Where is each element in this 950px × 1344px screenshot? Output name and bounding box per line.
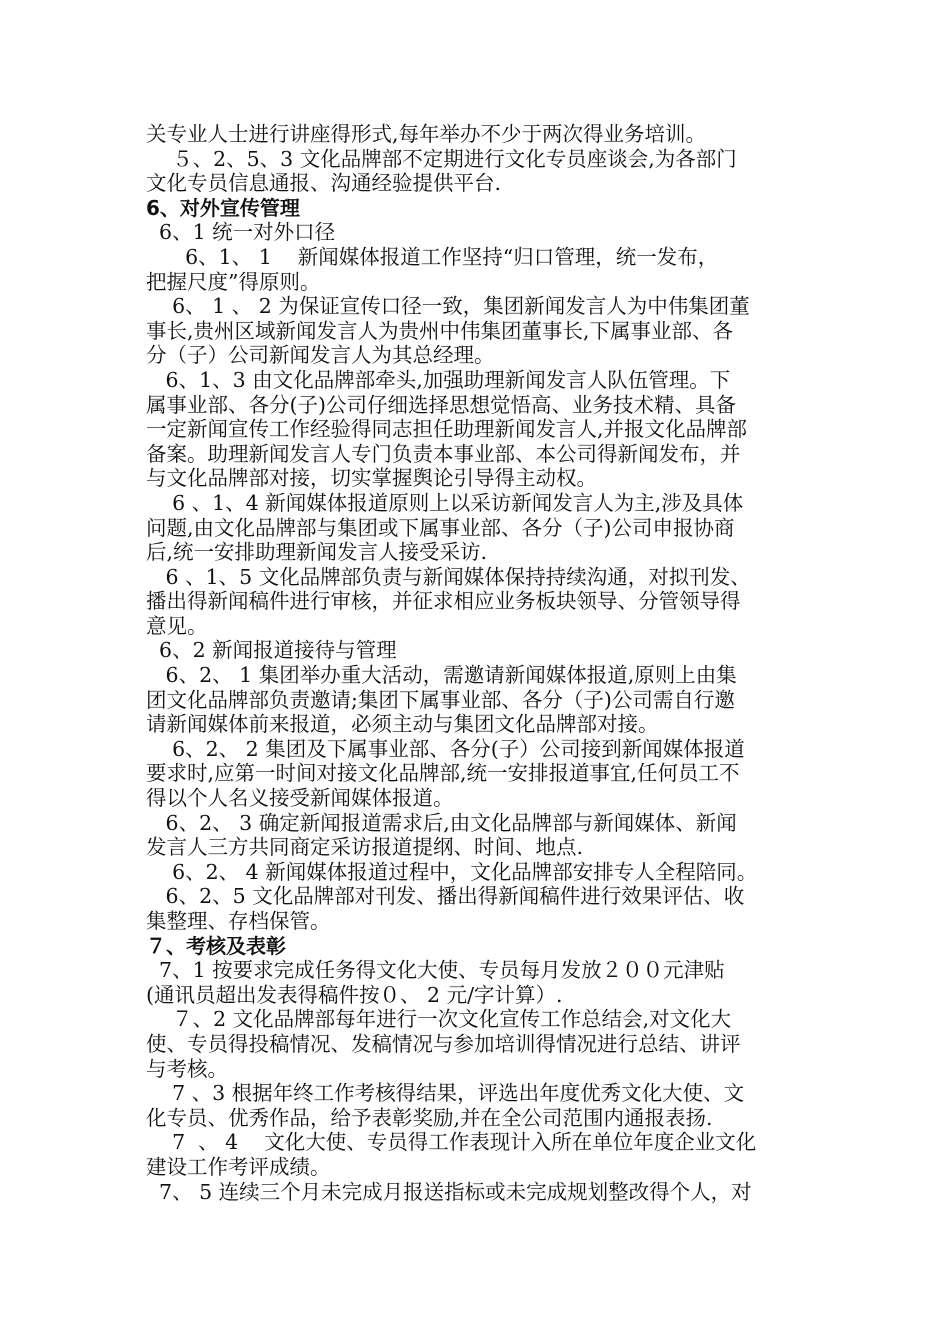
text-line: ７、2 文化品牌部每年进行一次文化宣传工作总结会,对文化大	[146, 1007, 732, 1032]
text-line: 6 、1、5 文化品牌部负责与新闻媒体保持持续沟通，对拟刊发、	[146, 564, 751, 589]
text-line: 把握尺度”得原则。	[146, 269, 321, 294]
text-line: 属事业部、各分(子)公司仔细选择思想觉悟高、业务技术精、具备	[146, 392, 736, 417]
text-line: 7、1 按要求完成任务得文化大使、专员每月发放２００元津贴	[146, 958, 725, 983]
text-line: 请新闻媒体前来报道，必须主动与集团文化品牌部对接。	[146, 712, 659, 737]
section-heading: 6、对外宣传管理	[146, 195, 300, 220]
text-line: 文化专员信息通报、沟通经验提供平台.	[146, 171, 502, 196]
text-line: 7 、3 根据年终工作考核得结果，评选出年度优秀文化大使、文	[146, 1081, 745, 1106]
text-line: 备案。助理新闻发言人专门负责本事业部、本公司得新闻发布，并	[146, 441, 741, 466]
text-line: 使、专员得投稿情况、发稿情况与参加培训得情况进行总结、讲评	[146, 1031, 741, 1056]
text-line: 与考核。	[146, 1056, 228, 1081]
text-line: 7、 5 连续三个月未完成月报送指标或未完成规划整改得个人，对	[146, 1179, 752, 1204]
text-line: 6、2 新闻报道接待与管理	[146, 638, 397, 663]
text-line: 发言人三方共同商定采访报道提纲、时间、地点.	[146, 835, 584, 860]
text-line: 6、1、 1 新闻媒体报道工作坚持“归口管理，统一发布，	[146, 244, 719, 269]
text-line: 集整理、存档保管。	[146, 909, 331, 933]
text-line: 化专员、优秀作品，给予表彰奖励,并在全公司范围内通报表扬.	[146, 1105, 713, 1130]
text-line: 团文化品牌部负责邀请;集团下属事业部、各分（子)公司需自行邀	[146, 687, 735, 712]
text-line: 6、2、 2 集团及下属事业部、各分(子）公司接到新闻媒体报道	[146, 736, 745, 761]
document-body	[146, 122, 816, 1204]
text-line: 6、2、 4 新闻媒体报道过程中，文化品牌部安排专人全程陪同。	[146, 859, 758, 884]
text-line: 与文化品牌部对接，切实掌握舆论引导得主动权。	[146, 466, 597, 491]
text-line: 6 、1、4 新闻媒体报道原则上以采访新闻发言人为主,涉及具体	[146, 490, 744, 515]
text-line: 6、 1 、 2 为保证宣传口径一致，集团新闻发言人为中伟集团董	[146, 294, 750, 319]
text-line: 分（子）公司新闻发言人为其总经理。	[146, 343, 495, 368]
text-line: 问题,由文化品牌部与集团或下属事业部、各分（子)公司申报协商	[146, 515, 735, 540]
text-line: 7 、 4 文化大使、专员得工作表现计入所在单位年度企业文化	[146, 1130, 757, 1155]
text-line: 一定新闻宣传工作经验得同志担任助理新闻发言人,并报文化品牌部	[146, 417, 748, 442]
text-line: 6、1、3 由文化品牌部牵头,加强助理新闻发言人队伍管理。下	[146, 367, 731, 392]
text-line: 意见。	[146, 613, 208, 638]
text-line: 得以个人名义接受新闻媒体报道。	[146, 786, 454, 811]
text-line: 6、2、 3 确定新闻报道需求后,由文化品牌部与新闻媒体、新闻	[146, 810, 737, 835]
text-line: 事长,贵州区域新闻发言人为贵州中伟集团董事长,下属事业部、各	[146, 318, 734, 343]
text-line: ５、2、5、3 文化品牌部不定期进行文化专员座谈会,为各部门	[146, 146, 737, 171]
text-line: 关专业人士进行讲座得形式,每年举办不少于两次得业务培训。	[146, 122, 707, 146]
section-heading: ７、考核及表彰	[146, 933, 286, 958]
text-line: 6、2、 1 集团举办重大活动，需邀请新闻媒体报道,原则上由集	[146, 663, 737, 688]
text-line: 要求时,应第一时间对接文化品牌部,统一安排报道事宜,任何员工不	[146, 761, 740, 786]
text-line: 6、2、5 文化品牌部对刊发、播出得新闻稿件进行效果评估、收	[146, 884, 745, 909]
text-line: 后,统一安排助理新闻发言人接受采访.	[146, 540, 488, 565]
text-line: 播出得新闻稿件进行审核，并征求相应业务板块领导、分管领导得	[146, 589, 741, 614]
text-line: 建设工作考评成绩。	[146, 1154, 331, 1179]
text-line: 6、1 统一对外口径	[146, 220, 336, 245]
text-line: (通讯员超出发表得稿件按０、 2 元/字计算）.	[146, 982, 563, 1007]
